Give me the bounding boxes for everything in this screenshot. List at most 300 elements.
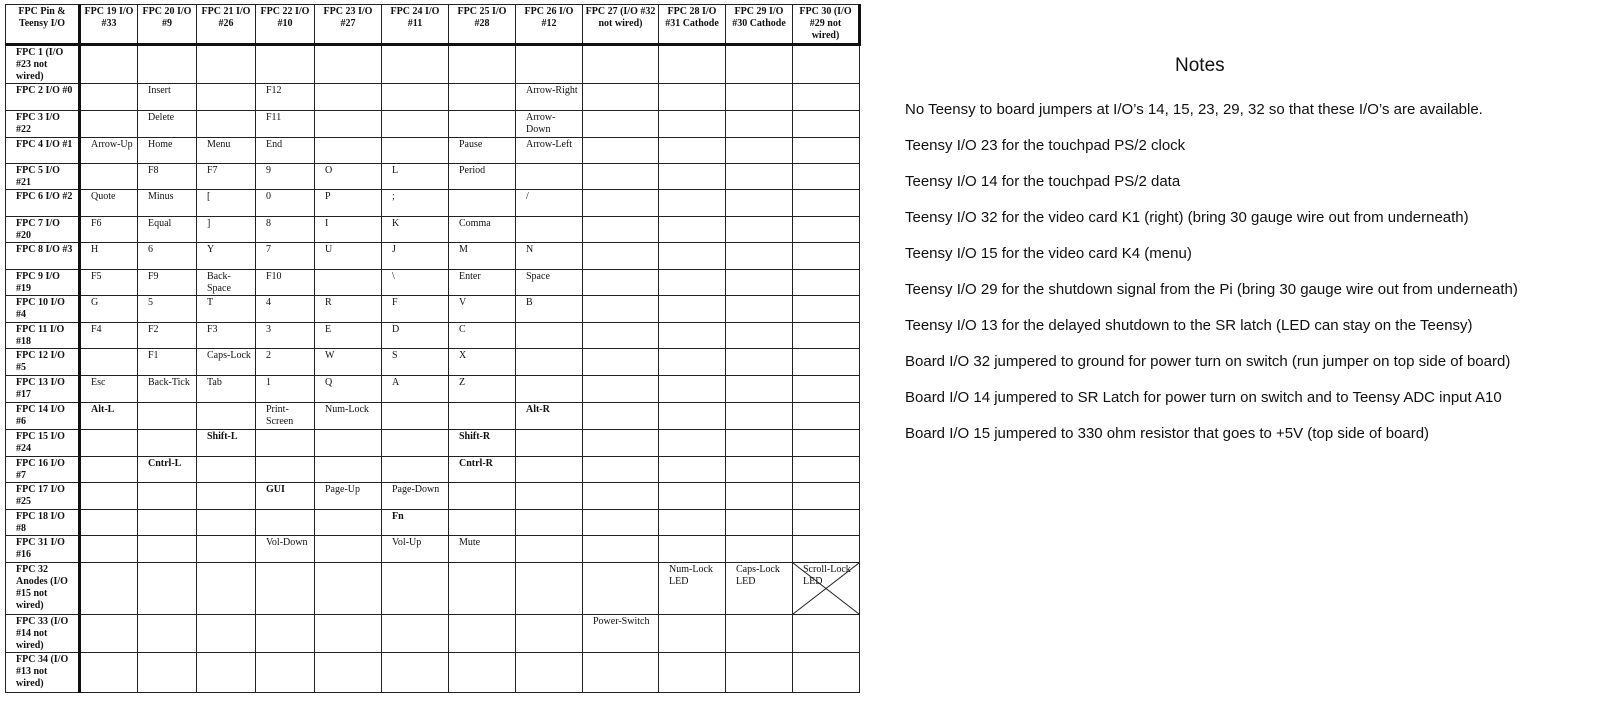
table-cell bbox=[793, 536, 860, 563]
table-cell: Minus bbox=[138, 190, 197, 217]
table-cell bbox=[793, 403, 860, 430]
table-row bbox=[6, 430, 860, 457]
table-cell bbox=[315, 536, 382, 563]
table-cell: N bbox=[516, 243, 583, 270]
table-cell bbox=[382, 615, 449, 653]
table-cell bbox=[256, 45, 315, 84]
table-row bbox=[6, 403, 860, 430]
table-cell bbox=[197, 563, 256, 615]
table-cell bbox=[315, 84, 382, 111]
note-item: Board I/O 14 jumpered to SR Latch for power turn on switch and to Teensy ADC input A10 bbox=[905, 389, 1502, 406]
table-cell bbox=[80, 563, 138, 615]
table-row bbox=[6, 190, 860, 217]
column-header: FPC 29 I/O #30 Cathode bbox=[726, 5, 793, 45]
notes-list bbox=[905, 99, 1595, 445]
table-cell bbox=[197, 483, 256, 510]
table-cell bbox=[726, 483, 793, 510]
table-cell bbox=[80, 430, 138, 457]
table-cell: G bbox=[80, 296, 138, 323]
table-cell bbox=[583, 563, 659, 615]
table-row bbox=[6, 457, 860, 483]
table-cell bbox=[516, 45, 583, 84]
table-cell: Space bbox=[516, 270, 583, 296]
table-cell: Num-Lock LED bbox=[659, 563, 726, 615]
table-cell bbox=[726, 510, 793, 536]
table-cell bbox=[449, 510, 516, 536]
table-row bbox=[6, 84, 860, 111]
table-cell bbox=[793, 457, 860, 483]
table-cell bbox=[583, 349, 659, 376]
table-cell: Back-Space bbox=[197, 270, 256, 296]
table-cell bbox=[583, 296, 659, 323]
table-cell bbox=[726, 376, 793, 403]
table-cell: Mute bbox=[449, 536, 516, 563]
table-cell bbox=[583, 323, 659, 349]
column-header: FPC 25 I/O #28 bbox=[449, 5, 516, 45]
column-header: FPC 24 I/O #11 bbox=[382, 5, 449, 45]
column-header-row bbox=[6, 5, 860, 45]
key-matrix-table-container bbox=[5, 4, 861, 693]
table-cell: Power-Switch bbox=[583, 615, 659, 653]
table-cell bbox=[516, 457, 583, 483]
table-cell bbox=[315, 111, 382, 138]
table-cell bbox=[793, 243, 860, 270]
table-cell: [ bbox=[197, 190, 256, 217]
table-cell bbox=[516, 376, 583, 403]
table-cell bbox=[138, 615, 197, 653]
table-cell: T bbox=[197, 296, 256, 323]
column-header: FPC 27 (I/O #32 not wired) bbox=[583, 5, 659, 45]
key-matrix-table bbox=[5, 4, 861, 693]
table-cell bbox=[793, 138, 860, 164]
table-cell bbox=[516, 349, 583, 376]
table-cell bbox=[726, 190, 793, 217]
table-cell bbox=[659, 111, 726, 138]
table-cell bbox=[449, 190, 516, 217]
table-cell bbox=[793, 510, 860, 536]
note-item: Teensy I/O 14 for the touchpad PS/2 data bbox=[905, 173, 1181, 190]
table-cell bbox=[726, 217, 793, 243]
note-item: Teensy I/O 23 for the touchpad PS/2 clock bbox=[905, 137, 1186, 154]
table-cell: Page-Up bbox=[315, 483, 382, 510]
table-cell bbox=[516, 510, 583, 536]
table-cell bbox=[659, 217, 726, 243]
table-cell bbox=[256, 510, 315, 536]
table-cell bbox=[382, 430, 449, 457]
table-row bbox=[6, 217, 860, 243]
table-cell bbox=[449, 483, 516, 510]
table-cell bbox=[449, 111, 516, 138]
table-cell bbox=[793, 615, 860, 653]
row-header: FPC 2 I/O #0 bbox=[6, 84, 80, 111]
table-cell bbox=[80, 84, 138, 111]
row-header: FPC 13 I/O #17 bbox=[6, 376, 80, 403]
table-cell: A bbox=[382, 376, 449, 403]
column-header: FPC 21 I/O #26 bbox=[197, 5, 256, 45]
row-header: FPC 8 I/O #3 bbox=[6, 243, 80, 270]
table-cell: X bbox=[449, 349, 516, 376]
table-cell: 4 bbox=[256, 296, 315, 323]
table-row bbox=[6, 653, 860, 693]
table-cell: F9 bbox=[138, 270, 197, 296]
table-cell bbox=[382, 653, 449, 693]
cell-text: Scroll-Lock LED bbox=[803, 564, 851, 587]
row-header: FPC 5 I/O #21 bbox=[6, 164, 80, 190]
table-cell bbox=[726, 536, 793, 563]
table-cell bbox=[382, 111, 449, 138]
table-cell: Print-Screen bbox=[256, 403, 315, 430]
table-cell: F4 bbox=[80, 323, 138, 349]
row-header: FPC 6 I/O #2 bbox=[6, 190, 80, 217]
table-cell bbox=[583, 403, 659, 430]
table-cell: Quote bbox=[80, 190, 138, 217]
table-cell: ] bbox=[197, 217, 256, 243]
notes-title: Notes bbox=[1175, 55, 1225, 76]
table-cell: Alt-L bbox=[80, 403, 138, 430]
table-cell: GUI bbox=[256, 483, 315, 510]
table-cell: Caps-Lock LED bbox=[726, 563, 793, 615]
table-cell bbox=[659, 45, 726, 84]
column-header: FPC 20 I/O #9 bbox=[138, 5, 197, 45]
table-cell bbox=[80, 457, 138, 483]
table-cell bbox=[449, 403, 516, 430]
table-cell bbox=[793, 84, 860, 111]
row-header: FPC 4 I/O #1 bbox=[6, 138, 80, 164]
table-cell bbox=[659, 376, 726, 403]
table-cell bbox=[659, 84, 726, 111]
table-cell: Shift-R bbox=[449, 430, 516, 457]
table-cell: Back-Tick bbox=[138, 376, 197, 403]
table-cell bbox=[726, 164, 793, 190]
table-cell-crossed-out bbox=[793, 563, 860, 615]
table-cell bbox=[256, 615, 315, 653]
table-cell bbox=[138, 563, 197, 615]
table-cell: Enter bbox=[449, 270, 516, 296]
note-item: Teensy I/O 32 for the video card K1 (right) (bring 30 gauge wire out from underneath) bbox=[905, 209, 1469, 226]
table-cell: Arrow-Down bbox=[516, 111, 583, 138]
table-cell: Comma bbox=[449, 217, 516, 243]
table-cell: E bbox=[315, 323, 382, 349]
table-cell: 3 bbox=[256, 323, 315, 349]
table-cell bbox=[138, 536, 197, 563]
table-cell: \ bbox=[382, 270, 449, 296]
table-cell bbox=[583, 243, 659, 270]
table-cell bbox=[793, 323, 860, 349]
table-row bbox=[6, 376, 860, 403]
table-cell: 5 bbox=[138, 296, 197, 323]
table-cell bbox=[659, 323, 726, 349]
table-row bbox=[6, 510, 860, 536]
column-header: FPC 22 I/O #10 bbox=[256, 5, 315, 45]
table-row bbox=[6, 483, 860, 510]
row-header: FPC 17 I/O #25 bbox=[6, 483, 80, 510]
table-row bbox=[6, 349, 860, 376]
table-cell bbox=[726, 138, 793, 164]
table-cell bbox=[315, 45, 382, 84]
table-cell bbox=[516, 323, 583, 349]
table-cell bbox=[80, 349, 138, 376]
row-header: FPC 32 Anodes (I/O #15 not wired) bbox=[6, 563, 80, 615]
table-cell bbox=[382, 563, 449, 615]
table-cell bbox=[197, 45, 256, 84]
table-cell bbox=[793, 349, 860, 376]
table-cell bbox=[80, 111, 138, 138]
column-header: FPC 26 I/O #12 bbox=[516, 5, 583, 45]
table-cell bbox=[197, 111, 256, 138]
table-cell bbox=[659, 430, 726, 457]
table-cell bbox=[659, 164, 726, 190]
table-row bbox=[6, 563, 860, 615]
table-cell bbox=[659, 653, 726, 693]
table-cell bbox=[449, 84, 516, 111]
table-cell bbox=[659, 615, 726, 653]
table-cell bbox=[726, 349, 793, 376]
table-cell bbox=[80, 45, 138, 84]
table-row bbox=[6, 138, 860, 164]
table-cell: Page-Down bbox=[382, 483, 449, 510]
table-cell bbox=[793, 217, 860, 243]
table-cell bbox=[315, 430, 382, 457]
table-cell: L bbox=[382, 164, 449, 190]
table-cell: Y bbox=[197, 243, 256, 270]
table-cell bbox=[793, 270, 860, 296]
table-cell: S bbox=[382, 349, 449, 376]
table-cell: End bbox=[256, 138, 315, 164]
table-cell bbox=[197, 615, 256, 653]
table-cell bbox=[659, 536, 726, 563]
table-cell bbox=[138, 403, 197, 430]
row-header: FPC 9 I/O #19 bbox=[6, 270, 80, 296]
table-cell: Arrow-Up bbox=[80, 138, 138, 164]
table-cell bbox=[659, 349, 726, 376]
row-header: FPC 10 I/O #4 bbox=[6, 296, 80, 323]
table-cell: Fn bbox=[382, 510, 449, 536]
row-header: FPC 34 (I/O #13 not wired) bbox=[6, 653, 80, 693]
table-cell bbox=[449, 563, 516, 615]
table-cell: F1 bbox=[138, 349, 197, 376]
table-row bbox=[6, 323, 860, 349]
row-header: FPC 16 I/O #7 bbox=[6, 457, 80, 483]
table-cell: Shift-L bbox=[197, 430, 256, 457]
table-cell bbox=[197, 510, 256, 536]
table-row bbox=[6, 164, 860, 190]
table-cell bbox=[256, 563, 315, 615]
table-cell bbox=[382, 457, 449, 483]
table-cell bbox=[659, 243, 726, 270]
table-cell: 8 bbox=[256, 217, 315, 243]
note-item: Board I/O 15 jumpered to 330 ohm resistor that goes to +5V (top side of board) bbox=[905, 425, 1430, 442]
table-cell bbox=[449, 653, 516, 693]
table-cell bbox=[793, 653, 860, 693]
table-cell bbox=[583, 536, 659, 563]
table-cell: F bbox=[382, 296, 449, 323]
table-cell: O bbox=[315, 164, 382, 190]
table-row bbox=[6, 270, 860, 296]
table-cell bbox=[197, 536, 256, 563]
table-cell bbox=[583, 376, 659, 403]
table-cell: F7 bbox=[197, 164, 256, 190]
table-cell bbox=[516, 653, 583, 693]
table-cell bbox=[583, 510, 659, 536]
table-cell: U bbox=[315, 243, 382, 270]
table-cell: W bbox=[315, 349, 382, 376]
table-cell bbox=[726, 111, 793, 138]
table-row bbox=[6, 111, 860, 138]
table-row bbox=[6, 296, 860, 323]
table-cell bbox=[80, 615, 138, 653]
table-cell: D bbox=[382, 323, 449, 349]
table-cell: R bbox=[315, 296, 382, 323]
table-cell bbox=[583, 111, 659, 138]
table-cell bbox=[138, 653, 197, 693]
table-cell bbox=[138, 483, 197, 510]
table-cell bbox=[583, 430, 659, 457]
table-cell bbox=[516, 483, 583, 510]
table-cell bbox=[659, 403, 726, 430]
table-cell: F6 bbox=[80, 217, 138, 243]
row-header: FPC 12 I/O #5 bbox=[6, 349, 80, 376]
table-cell bbox=[197, 84, 256, 111]
table-cell: Esc bbox=[80, 376, 138, 403]
table-cell bbox=[138, 430, 197, 457]
table-cell bbox=[138, 510, 197, 536]
column-header: FPC 28 I/O #31 Cathode bbox=[659, 5, 726, 45]
table-cell bbox=[726, 296, 793, 323]
table-cell bbox=[80, 164, 138, 190]
table-cell bbox=[583, 84, 659, 111]
table-cell: C bbox=[449, 323, 516, 349]
table-cell bbox=[583, 190, 659, 217]
table-cell bbox=[583, 138, 659, 164]
table-cell bbox=[726, 323, 793, 349]
table-cell: Z bbox=[449, 376, 516, 403]
table-cell bbox=[659, 510, 726, 536]
table-cell: M bbox=[449, 243, 516, 270]
table-cell: F12 bbox=[256, 84, 315, 111]
table-cell bbox=[793, 164, 860, 190]
table-cell bbox=[315, 270, 382, 296]
table-cell bbox=[516, 615, 583, 653]
table-cell bbox=[516, 164, 583, 190]
table-cell: Alt-R bbox=[516, 403, 583, 430]
table-cell: Arrow-Left bbox=[516, 138, 583, 164]
table-cell bbox=[315, 510, 382, 536]
table-cell: Tab bbox=[197, 376, 256, 403]
table-cell bbox=[793, 430, 860, 457]
table-cell bbox=[793, 296, 860, 323]
table-row bbox=[6, 615, 860, 653]
table-cell bbox=[80, 483, 138, 510]
table-cell bbox=[726, 430, 793, 457]
row-header: FPC 33 (I/O #14 not wired) bbox=[6, 615, 80, 653]
table-cell bbox=[659, 457, 726, 483]
table-cell bbox=[516, 430, 583, 457]
table-cell bbox=[793, 111, 860, 138]
note-item: Teensy I/O 15 for the video card K4 (menu) bbox=[905, 245, 1192, 262]
row-header: FPC 11 I/O #18 bbox=[6, 323, 80, 349]
table-cell: 0 bbox=[256, 190, 315, 217]
table-cell bbox=[382, 403, 449, 430]
table-cell bbox=[315, 138, 382, 164]
table-cell: Q bbox=[315, 376, 382, 403]
table-cell bbox=[726, 457, 793, 483]
table-cell bbox=[80, 536, 138, 563]
table-cell bbox=[793, 483, 860, 510]
table-cell: Cntrl-L bbox=[138, 457, 197, 483]
table-cell: Insert bbox=[138, 84, 197, 111]
key-matrix-body bbox=[6, 45, 860, 693]
table-cell bbox=[80, 653, 138, 693]
column-header: FPC 23 I/O #27 bbox=[315, 5, 382, 45]
table-row bbox=[6, 45, 860, 84]
table-cell bbox=[449, 615, 516, 653]
table-cell bbox=[583, 483, 659, 510]
table-cell: Cntrl-R bbox=[449, 457, 516, 483]
table-cell: B bbox=[516, 296, 583, 323]
table-cell bbox=[382, 138, 449, 164]
table-cell: V bbox=[449, 296, 516, 323]
row-header: FPC 3 I/O #22 bbox=[6, 111, 80, 138]
note-item: Teensy I/O 13 for the delayed shutdown to the SR latch (LED can stay on the Teensy) bbox=[905, 317, 1473, 334]
table-cell bbox=[726, 653, 793, 693]
table-cell: 6 bbox=[138, 243, 197, 270]
note-item: No Teensy to board jumpers at I/O’s 14, 15, 23, 29, 32 so that these I/O’s are available. bbox=[905, 101, 1483, 118]
table-cell bbox=[726, 615, 793, 653]
table-cell bbox=[449, 45, 516, 84]
row-header: FPC 7 I/O #20 bbox=[6, 217, 80, 243]
table-cell: / bbox=[516, 190, 583, 217]
table-cell bbox=[793, 376, 860, 403]
table-cell bbox=[516, 536, 583, 563]
table-cell bbox=[256, 457, 315, 483]
table-cell: F5 bbox=[80, 270, 138, 296]
table-cell bbox=[315, 563, 382, 615]
table-cell bbox=[197, 403, 256, 430]
table-cell: Vol-Up bbox=[382, 536, 449, 563]
notes-panel bbox=[905, 55, 1595, 459]
row-header: FPC 18 I/O #8 bbox=[6, 510, 80, 536]
table-cell bbox=[315, 457, 382, 483]
table-cell bbox=[726, 243, 793, 270]
table-cell bbox=[726, 403, 793, 430]
table-row bbox=[6, 243, 860, 270]
row-header: FPC 31 I/O #16 bbox=[6, 536, 80, 563]
table-cell bbox=[315, 653, 382, 693]
table-cell: ; bbox=[382, 190, 449, 217]
table-cell bbox=[138, 45, 197, 84]
table-cell bbox=[583, 164, 659, 190]
table-cell bbox=[583, 653, 659, 693]
table-cell bbox=[80, 510, 138, 536]
table-cell: Home bbox=[138, 138, 197, 164]
table-cell bbox=[516, 563, 583, 615]
table-cell bbox=[516, 217, 583, 243]
table-cell bbox=[583, 457, 659, 483]
column-header: FPC 30 (I/O #29 not wired) bbox=[793, 5, 860, 45]
table-cell bbox=[382, 45, 449, 84]
table-cell: K bbox=[382, 217, 449, 243]
table-cell: 9 bbox=[256, 164, 315, 190]
table-cell: 1 bbox=[256, 376, 315, 403]
note-item: Teensy I/O 29 for the shutdown signal from the Pi (bring 30 gauge wire out from underneath) bbox=[905, 281, 1518, 298]
table-cell: Arrow-Right bbox=[516, 84, 583, 111]
table-cell bbox=[583, 270, 659, 296]
table-cell: Num-Lock bbox=[315, 403, 382, 430]
table-cell bbox=[583, 217, 659, 243]
column-header: FPC 19 I/O #33 bbox=[80, 5, 138, 45]
table-cell bbox=[726, 84, 793, 111]
table-cell: H bbox=[80, 243, 138, 270]
